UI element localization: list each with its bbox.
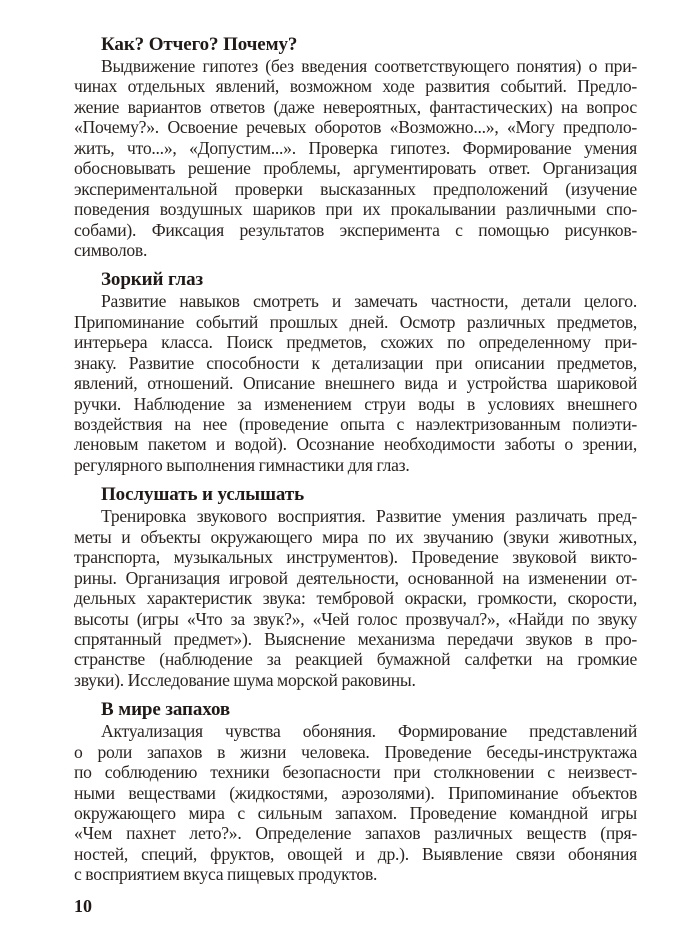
section-gap — [74, 690, 637, 699]
paragraph-line: «Почему?». Освоение речевых оборотов «Возможно...», «Могу предполо- — [74, 117, 637, 138]
section-heading: Зоркий глаз — [101, 269, 204, 291]
section-gap — [74, 260, 637, 269]
paragraph-line: поведения воздушных шариков при их прокалывании различными спо- — [74, 199, 637, 220]
paragraph-line: «Чем пахнет лето?». Определение запахов различных веществ (пря- — [74, 823, 637, 844]
paragraph-line: жение вариантов ответов (даже невероятных, фантастических) на вопрос — [74, 96, 637, 117]
paragraph-line: рины. Организация игровой деятельности, основанной на изменении от- — [74, 567, 637, 588]
section-paragraph — [74, 56, 637, 260]
paragraph-line: Припоминание событий прошлых дней. Осмотр различных предметов, — [74, 311, 637, 332]
paragraph-line: Развитие навыков смотреть и замечать частности, детали целого. — [101, 291, 637, 312]
paragraph-line: с восприятием вкуса пищевых продуктов. — [74, 864, 378, 885]
paragraph-line: меты и объекты окружающего мира по их звучанию (звуки животных, — [74, 526, 637, 547]
paragraph-line: знаку. Развитие способности к детализации при описании предметов, — [74, 352, 637, 373]
section-heading: В мире запахов — [101, 699, 231, 721]
paragraph-line: интерьера класса. Поиск предметов, схожих по определенному при- — [74, 332, 637, 353]
page-number: 10 — [74, 896, 92, 916]
section-sharp-eye — [74, 269, 637, 475]
paragraph-line: леновым пакетом и водой). Осознание необходимости заботы о зрении, — [74, 434, 637, 455]
section-listen-hear — [74, 484, 637, 690]
paragraph-line: звуки). Исследование шума морской раковины. — [74, 669, 416, 690]
paragraph-line: ностей, специй, фруктов, овощей и др.). Выявление связи обоняния — [74, 843, 637, 864]
paragraph-line: о роли запахов в жизни человека. Проведение беседы-инструктажа — [74, 741, 637, 762]
paragraph-line: Актуализация чувства обоняния. Формирование представлений — [101, 721, 637, 742]
paragraph-line: чинах отдельных явлений, возможном ходе развития событий. Предло- — [74, 76, 637, 97]
section-hypotheses — [74, 34, 637, 260]
paragraph-line: экспериментальной проверки высказанных предположений (изучение — [74, 178, 637, 199]
paragraph-line: символов. — [74, 239, 148, 260]
paragraph-line: воздействия на нее (проведение опыта с наэлектризованным полиэти- — [74, 414, 637, 434]
paragraph-line: по соблюдению техники безопасности при столкновении с неизвест- — [74, 762, 637, 783]
paragraph-line: обосновывать решение проблемы, аргументировать ответ. Организация — [74, 158, 637, 179]
section-heading: Как? Отчего? Почему? — [101, 34, 298, 55]
paragraph-line: явлений, отношений. Описание внешнего вида и устройства шариковой — [74, 373, 637, 394]
section-gap — [74, 475, 637, 484]
paragraph-line: спрятанный предмет»). Выяснение механизма передачи звуков в про- — [74, 628, 637, 649]
paragraph-line: странстве (наблюдение за реакцией бумажной салфетки на громкие — [74, 649, 637, 670]
section-heading: Послушать и услышать — [101, 484, 305, 506]
paragraph-line: собами). Фиксация результатов эксперимента с помощью рисунков- — [74, 219, 637, 240]
paragraph-line: Тренировка звукового восприятия. Развитие умения различать пред- — [101, 506, 637, 527]
section-world-of-smells — [74, 699, 637, 885]
paragraph-line: ными веществами (жидкостями, аэрозолями). Припоминание объектов — [74, 782, 637, 803]
paragraph-line: Выдвижение гипотез (без введения соответствующего понятия) о при- — [101, 56, 637, 76]
section-paragraph — [74, 721, 637, 885]
paragraph-line: ручки. Наблюдение за изменением струи воды в условиях внешнего — [74, 393, 637, 414]
document-page — [74, 34, 637, 885]
paragraph-line: дельных характеристик звука: тембровой окраски, громкости, скорости, — [74, 588, 637, 609]
paragraph-line: высоты (игры «Что за звук?», «Чей голос прозвучал?», «Найди по звуку — [74, 608, 637, 629]
paragraph-line: регулярного выполнения гимнастики для глаз. — [74, 454, 410, 475]
paragraph-line: транспорта, музыкальных инструментов). Проведение звуковой викто- — [74, 547, 637, 568]
paragraph-line: окружающего мира с сильным запахом. Проведение командной игры — [74, 803, 637, 823]
section-paragraph — [74, 506, 637, 690]
section-paragraph — [74, 291, 637, 475]
paragraph-line: жить, что...», «Допустим...». Проверка гипотез. Формирование умения — [74, 137, 637, 158]
